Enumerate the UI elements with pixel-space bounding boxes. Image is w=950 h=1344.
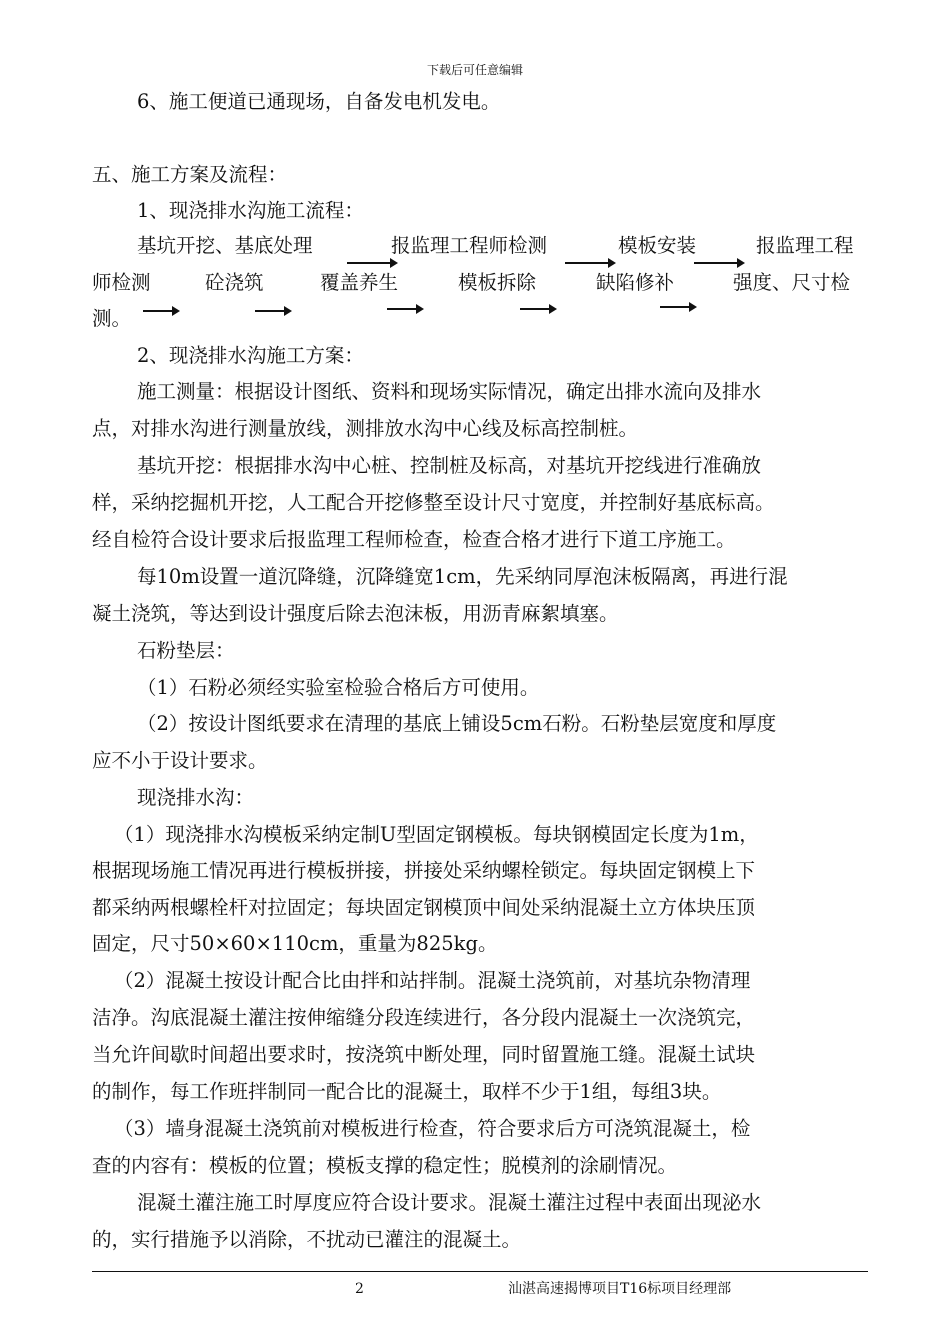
flow-step: 报监理工程 — [756, 234, 854, 257]
flow-arrow — [660, 306, 690, 308]
flow-arrow — [694, 262, 738, 264]
text-line: 应不小于设计要求。 — [92, 749, 268, 772]
text-line: 的制作，每工作班拌制同一配合比的混凝土，取样不少于1组，每组3块。 — [92, 1080, 722, 1103]
flow-step: 模板拆除 — [458, 271, 537, 294]
text-line: （1）石粉必须经实验室检验合格后方可使用。 — [137, 676, 540, 699]
flow-arrow — [565, 262, 609, 264]
flow-arrow — [347, 262, 391, 264]
text-line: 查的内容有：模板的位置；模板支撑的稳定性；脱模剂的涂刷情况。 — [92, 1154, 678, 1177]
text-line: 点，对排水沟进行测量放线，测排放水沟中心线及标高控制桩。 — [92, 417, 639, 440]
subsection-heading: 2、现浇排水沟施工方案： — [137, 344, 364, 367]
text-line: 基坑开挖：根据排水沟中心桩、控制桩及标高，对基坑开挖线进行准确放 — [137, 454, 762, 477]
flow-step: 强度、尺寸检 — [733, 271, 851, 294]
text-line: 固定，尺寸50×60×110cm，重量为825kg。 — [92, 932, 498, 955]
flow-step: 测。 — [92, 307, 132, 330]
page-number: 2 — [355, 1281, 364, 1297]
flow-step: 缺陷修补 — [596, 271, 675, 294]
section-heading: 五、施工方案及流程： — [92, 163, 288, 186]
text-line: （2）混凝土按设计配合比由拌和站拌制。混凝土浇筑前，对基坑杂物清理 — [114, 969, 751, 992]
text-line: 石粉垫层： — [137, 639, 235, 662]
text-line: 混凝土灌注施工时厚度应符合设计要求。混凝土灌注过程中表面出现泌水 — [137, 1191, 762, 1214]
footer-rule — [92, 1271, 868, 1272]
flow-arrow — [520, 308, 550, 310]
text-line: 样，采纳挖掘机开挖，人工配合开挖修整至设计尺寸宽度，并控制好基底标高。 — [92, 491, 775, 514]
text-line: 施工测量：根据设计图纸、资料和现场实际情况，确定出排水流向及排水 — [137, 380, 762, 403]
text-line: （2）按设计图纸要求在清理的基底上铺设5cm石粉。石粉垫层宽度和厚度 — [137, 712, 777, 735]
text-line: 根据现场施工情况再进行模板拼接，拼接处采纳螺栓锁定。每块固定钢模上下 — [92, 859, 756, 882]
text-line: （3）墙身混凝土浇筑前对模板进行检查，符合要求后方可浇筑混凝土，检 — [114, 1117, 751, 1140]
text-line: 6、施工便道已通现场，自备发电机发电。 — [137, 90, 501, 113]
flow-step: 覆盖养生 — [320, 271, 399, 294]
text-line: 的，实行措施予以消除，不扰动已灌注的混凝土。 — [92, 1228, 522, 1251]
flow-arrow — [387, 308, 417, 310]
flow-step: 模板安装 — [618, 234, 697, 257]
text-line: 每10m设置一道沉降缝，沉降缝宽1cm，先采纳同厚泡沫板隔离，再进行混 — [137, 565, 788, 588]
flow-step: 砼浇筑 — [205, 271, 264, 294]
text-line: 现浇排水沟： — [137, 786, 255, 809]
page-header-note: 下载后可任意编辑 — [426, 63, 523, 77]
text-line: 洁净。沟底混凝土灌注按伸缩缝分段连续进行，各分段内混凝土一次浇筑完， — [92, 1006, 756, 1029]
text-line: （1）现浇排水沟模板采纳定制U型固定钢模板。每块钢模固定长度为1m， — [114, 823, 759, 846]
flow-step: 报监理工程师检测 — [391, 234, 548, 257]
flow-step: 师检测 — [92, 271, 151, 294]
flow-arrow — [143, 310, 173, 312]
text-line: 都采纳两根螺栓杆对拉固定；每块固定钢模顶中间处采纳混凝土立方体块压顶 — [92, 896, 756, 919]
flow-arrow — [255, 310, 285, 312]
text-line: 凝土浇筑，等达到设计强度后除去泡沫板，用沥青麻絮填塞。 — [92, 602, 619, 625]
subsection-heading: 1、现浇排水沟施工流程： — [137, 199, 364, 222]
text-line: 当允许间歇时间超出要求时，按浇筑中断处理，同时留置施工缝。混凝土试块 — [92, 1043, 756, 1066]
flow-step: 基坑开挖、基底处理 — [137, 234, 313, 257]
footer-project: 汕湛高速揭博项目T16标项目经理部 — [508, 1281, 732, 1297]
text-line: 经自检符合设计要求后报监理工程师检查，检查合格才进行下道工序施工。 — [92, 528, 736, 551]
